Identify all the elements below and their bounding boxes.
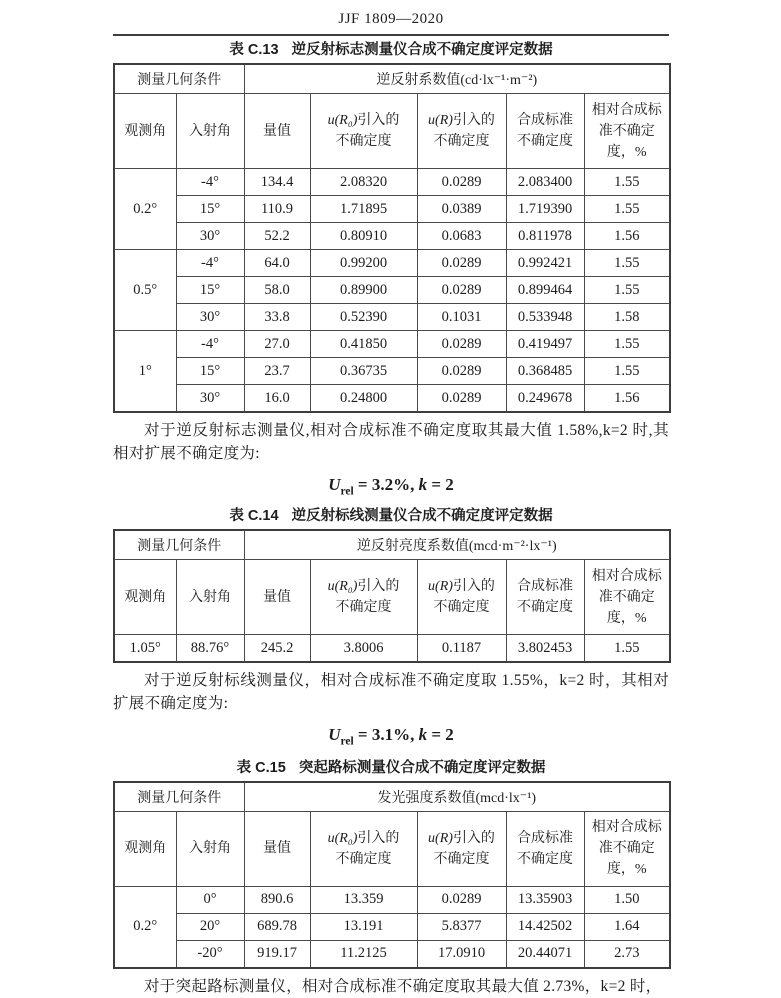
incidence-angle-cell: 30° (176, 385, 244, 413)
u-r0-uncertainty-cell: 0.89900 (310, 277, 417, 304)
uncertainty-label: 不确定度 (335, 134, 392, 149)
formula-k-symbol: k (418, 475, 428, 494)
u-r0-uncertainty-cell: 1.71895 (310, 196, 417, 223)
incidence-angle-cell: 15° (176, 277, 244, 304)
combined-label-line1: 合成标准 (517, 113, 573, 128)
u-r-uncertainty-cell: 0.0289 (417, 169, 506, 196)
u-r-symbol: u(R) (428, 113, 453, 128)
incidence-angle-header: 入射角 (176, 560, 244, 635)
u-r-header (417, 811, 506, 886)
header-rule (113, 34, 669, 36)
combined-header (506, 560, 584, 635)
value-cell: 890.6 (244, 886, 310, 913)
combined-header (506, 811, 584, 886)
combined-uncertainty-cell: 14.42502 (506, 913, 584, 940)
relative-label: 相对合成标准不确定度，% (591, 102, 662, 160)
table-row (114, 169, 670, 196)
table-c15-title-text: 突起路标测量仪合成不确定度评定数据 (298, 759, 546, 776)
combined-uncertainty-cell: 2.083400 (506, 169, 584, 196)
table-row (114, 886, 670, 913)
uncertainty-label: 不确定度 (433, 600, 490, 616)
u-r0-uncertainty-cell: 0.99200 (310, 250, 417, 277)
u-r0-uncertainty-cell: 0.52390 (310, 304, 417, 331)
table-subheader-row (114, 560, 670, 635)
table-row (114, 250, 670, 277)
u-r-uncertainty-cell: 0.0289 (417, 331, 506, 358)
value-cell: 689.78 (244, 913, 310, 940)
table-row (114, 358, 670, 385)
incidence-angle-cell: -4° (176, 169, 244, 196)
relative-header (584, 94, 670, 169)
table-c13-title (113, 42, 669, 59)
u-r-uncertainty-cell: 0.0289 (417, 886, 506, 913)
u-r-symbol: u(R) (428, 579, 453, 595)
u-r-uncertainty-cell: 0.0683 (417, 223, 506, 250)
value-cell: 58.0 (244, 277, 310, 304)
table-header-row (114, 64, 670, 94)
combined-uncertainty-cell: 0.368485 (506, 358, 584, 385)
combined-label-line2: 不确定度 (517, 600, 573, 616)
unit-header: 逆反射亮度系数值(mcd·m⁻²·lx⁻¹) (244, 530, 670, 560)
u-r-uncertainty-cell: 0.1031 (417, 304, 506, 331)
geometry-header: 测量几何条件 (114, 64, 244, 94)
incidence-angle-cell: 0° (176, 886, 244, 913)
value-cell: 64.0 (244, 250, 310, 277)
introduced-label: 引入的 (452, 113, 495, 128)
value-cell: 52.2 (244, 223, 310, 250)
formula-k-value: = 2 (427, 475, 454, 494)
table-subheader-row (114, 94, 670, 169)
u-r-uncertainty-cell: 0.0289 (417, 250, 506, 277)
combined-uncertainty-cell: 0.249678 (506, 385, 584, 413)
u-r0-uncertainty-cell: 11.2125 (310, 940, 417, 968)
observation-angle-cell: 0.2° (114, 886, 176, 968)
table-row (114, 223, 670, 250)
incidence-angle-cell: 30° (176, 304, 244, 331)
value-cell: 919.17 (244, 940, 310, 968)
u-r-header (417, 560, 506, 635)
table-row (114, 635, 670, 663)
uncertainty-label: 不确定度 (335, 600, 392, 616)
combined-uncertainty-cell: 1.719390 (506, 196, 584, 223)
introduced-label: 引入的 (452, 830, 495, 846)
table-c14 (113, 529, 671, 663)
table-c13-body (114, 169, 670, 413)
incidence-angle-cell: 20° (176, 913, 244, 940)
table-c14-title (113, 508, 669, 525)
formula-u-symbol: U (328, 725, 341, 745)
table-row (114, 277, 670, 304)
page-header: JJF 1809—2020 (338, 11, 444, 27)
relative-uncertainty-cell: 1.55 (584, 169, 670, 196)
u-r-header (417, 94, 506, 169)
table-c15 (113, 781, 671, 969)
u-r0-uncertainty-cell: 3.8006 (310, 635, 417, 663)
u-r-uncertainty-cell: 0.1187 (417, 635, 506, 663)
combined-label-line1: 合成标准 (517, 579, 573, 595)
combined-uncertainty-cell: 0.992421 (506, 250, 584, 277)
relative-header (584, 811, 670, 886)
value-header: 量值 (244, 811, 310, 886)
incidence-angle-header: 入射角 (176, 94, 244, 169)
value-cell: 33.8 (244, 304, 310, 331)
relative-label: 相对合成标准不确定度，% (591, 820, 662, 878)
incidence-angle-cell: 88.76° (176, 635, 244, 663)
relative-uncertainty-cell: 1.64 (584, 913, 670, 940)
u-r-uncertainty-cell: 0.0289 (417, 385, 506, 413)
table-c13-number: 表 C.13 (229, 42, 279, 58)
table-header-row (114, 530, 670, 560)
introduced-label: 引入的 (357, 113, 400, 128)
relative-uncertainty-cell: 1.55 (584, 331, 670, 358)
incidence-angle-cell: -20° (176, 940, 244, 968)
table-c13 (113, 63, 671, 413)
uncertainty-label: 不确定度 (335, 851, 392, 867)
u-r0-header (310, 811, 417, 886)
paragraph-c15-conclusion: 对于突起路标测量仪，相对合成标准不确定度取其最大值 2.73%，k=2 时， (144, 977, 662, 995)
observation-angle-cell: 1° (114, 331, 176, 413)
relative-uncertainty-cell: 1.55 (584, 635, 670, 663)
value-cell: 110.9 (244, 196, 310, 223)
value-cell: 27.0 (244, 331, 310, 358)
u-r0-symbol: u(R₀) (327, 830, 358, 846)
u-r-uncertainty-cell: 0.0289 (417, 277, 506, 304)
incidence-angle-cell: 30° (176, 223, 244, 250)
u-r0-uncertainty-cell: 0.41850 (310, 331, 417, 358)
u-r0-uncertainty-cell: 2.08320 (310, 169, 417, 196)
introduced-label: 引入的 (357, 830, 400, 846)
value-header: 量值 (244, 94, 310, 169)
u-r-uncertainty-cell: 5.8377 (417, 913, 506, 940)
combined-uncertainty-cell: 0.419497 (506, 331, 584, 358)
table-c15-title (113, 760, 669, 777)
introduced-label: 引入的 (452, 579, 495, 595)
combined-uncertainty-cell: 3.802453 (506, 635, 584, 663)
u-r0-header (310, 94, 417, 169)
observation-angle-header: 观测角 (114, 811, 176, 886)
formula-value: = 3.2%, (353, 475, 419, 494)
u-r0-header (310, 560, 417, 635)
combined-uncertainty-cell: 0.533948 (506, 304, 584, 331)
table-row (114, 385, 670, 413)
incidence-angle-cell: -4° (176, 250, 244, 277)
table-row (114, 304, 670, 331)
table-c14-number: 表 C.14 (229, 508, 279, 525)
formula-expanded-uncertainty-1 (113, 473, 669, 503)
table-c15-body (114, 886, 670, 968)
table-c14-title-text: 逆反射标线测量仪合成不确定度评定数据 (291, 508, 553, 525)
relative-uncertainty-cell: 1.55 (584, 196, 670, 223)
combined-label-line2: 不确定度 (517, 134, 573, 149)
table-row (114, 940, 670, 968)
table-subheader-row (114, 811, 670, 886)
value-cell: 16.0 (244, 385, 310, 413)
combined-uncertainty-cell: 13.35903 (506, 886, 584, 913)
value-cell: 245.2 (244, 635, 310, 663)
geometry-header: 测量几何条件 (114, 530, 244, 560)
formula-expanded-uncertainty-2 (113, 723, 669, 753)
relative-uncertainty-cell: 1.50 (584, 886, 670, 913)
observation-angle-header: 观测角 (114, 94, 176, 169)
unit-header: 发光强度系数值(mcd·lx⁻¹) (244, 782, 670, 812)
relative-uncertainty-cell: 1.58 (584, 304, 670, 331)
relative-uncertainty-cell: 1.56 (584, 223, 670, 250)
paragraph-c13-conclusion: 对于逆反射标志测量仪,相对合成标准不确定度取其最大值 1.58%,k=2 时,其相对扩展不确定度为: (113, 422, 669, 462)
combined-header (506, 94, 584, 169)
introduced-label: 引入的 (357, 579, 400, 595)
relative-uncertainty-cell: 1.55 (584, 358, 670, 385)
relative-header (584, 560, 670, 635)
unit-header: 逆反射系数值(cd·lx⁻¹·m⁻²) (244, 64, 670, 94)
u-r0-uncertainty-cell: 13.359 (310, 886, 417, 913)
incidence-angle-header: 入射角 (176, 811, 244, 886)
incidence-angle-cell: 15° (176, 358, 244, 385)
geometry-header: 测量几何条件 (114, 782, 244, 812)
value-header: 量值 (244, 560, 310, 635)
u-r0-symbol: u(R₀) (327, 113, 358, 128)
formula-subscript: rel (340, 735, 354, 748)
uncertainty-label: 不确定度 (433, 134, 490, 149)
u-r0-uncertainty-cell: 13.191 (310, 913, 417, 940)
observation-angle-cell: 0.5° (114, 250, 176, 331)
relative-label: 相对合成标准不确定度，% (591, 568, 662, 626)
relative-uncertainty-cell: 1.55 (584, 277, 670, 304)
relative-uncertainty-cell: 1.55 (584, 250, 670, 277)
table-c13-title-text: 逆反射标志测量仪合成不确定度评定数据 (291, 42, 553, 58)
u-r0-uncertainty-cell: 0.36735 (310, 358, 417, 385)
u-r-uncertainty-cell: 0.0289 (417, 358, 506, 385)
table-row (114, 196, 670, 223)
observation-angle-header: 观测角 (114, 560, 176, 635)
table-c14-body (114, 635, 670, 663)
content-column (113, 0, 669, 998)
table-row (114, 913, 670, 940)
u-r0-uncertainty-cell: 0.24800 (310, 385, 417, 413)
formula-k-value: = 2 (427, 725, 454, 745)
u-r-uncertainty-cell: 17.0910 (417, 940, 506, 968)
table-header-row (114, 782, 670, 812)
incidence-angle-cell: -4° (176, 331, 244, 358)
formula-k-symbol: k (418, 725, 428, 745)
observation-angle-cell: 1.05° (114, 635, 176, 663)
formula-u-symbol: U (328, 475, 341, 494)
paragraph-c14-conclusion: 对于逆反射标线测量仪，相对合成标准不确定度取 1.55%，k=2 时，其相对扩展不确定度为: (113, 672, 669, 712)
u-r0-uncertainty-cell: 0.80910 (310, 223, 417, 250)
value-cell: 23.7 (244, 358, 310, 385)
u-r0-symbol: u(R₀) (327, 579, 358, 595)
formula-subscript: rel (340, 485, 354, 498)
u-r-symbol: u(R) (428, 830, 453, 846)
combined-uncertainty-cell: 20.44071 (506, 940, 584, 968)
value-cell: 134.4 (244, 169, 310, 196)
combined-uncertainty-cell: 0.811978 (506, 223, 584, 250)
table-c15-number: 表 C.15 (236, 759, 286, 776)
relative-uncertainty-cell: 2.73 (584, 940, 670, 968)
uncertainty-label: 不确定度 (433, 851, 490, 867)
u-r-uncertainty-cell: 0.0389 (417, 196, 506, 223)
combined-label-line1: 合成标准 (517, 830, 573, 846)
combined-label-line2: 不确定度 (517, 851, 573, 867)
relative-uncertainty-cell: 1.56 (584, 385, 670, 413)
formula-value: = 3.1%, (353, 725, 419, 745)
incidence-angle-cell: 15° (176, 196, 244, 223)
observation-angle-cell: 0.2° (114, 169, 176, 250)
table-row (114, 331, 670, 358)
combined-uncertainty-cell: 0.899464 (506, 277, 584, 304)
